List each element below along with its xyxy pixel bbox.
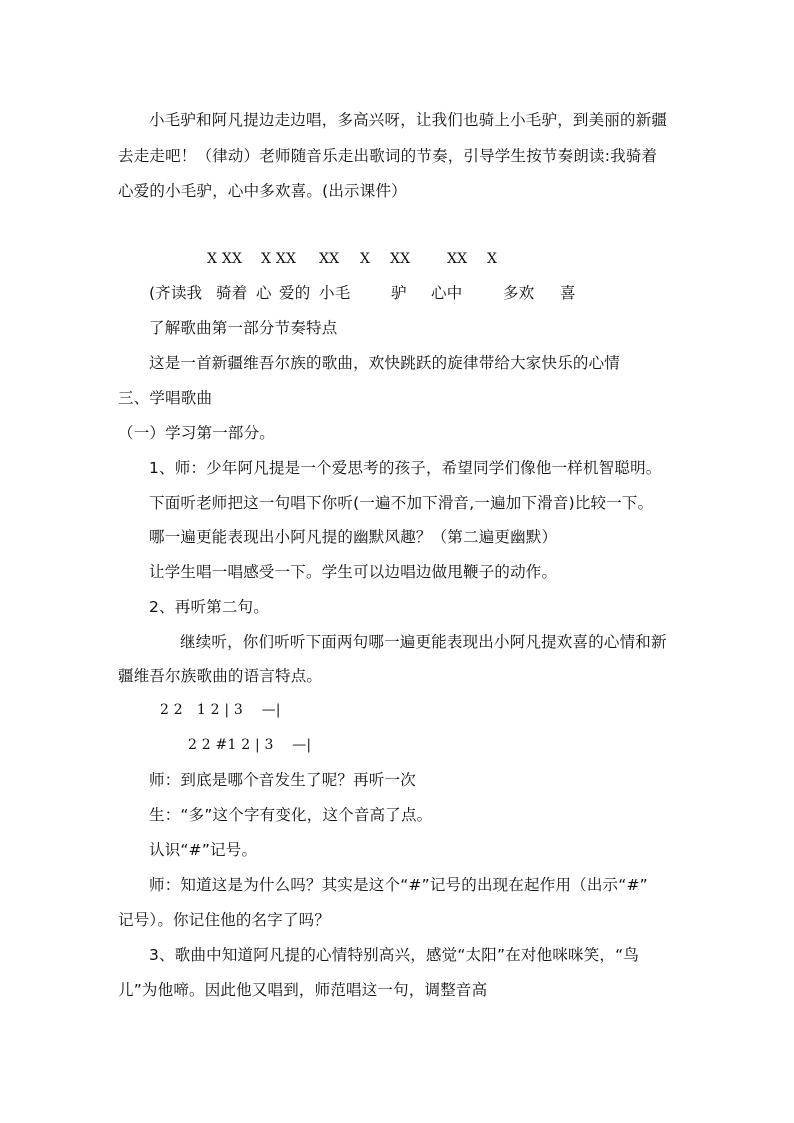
rhythm-cell: X — [487, 251, 498, 267]
lyric-cell: 骑着 — [216, 284, 248, 302]
paragraph-line: 儿”为他啼。因此他又唱到，师范唱这一句，调整音高 — [118, 981, 488, 999]
music-notation-1: 2 2 1 2 | 3 —| — [160, 702, 281, 718]
paragraph-line: 3、歌曲中知道阿凡提的心情特别高兴，感觉“太阳”在对他咪咪笑，“鸟 — [149, 946, 640, 964]
paragraph-line: 这是一首新疆维吾尔族的歌曲，欢快跳跃的旋律带给大家快乐的心情 — [149, 354, 621, 372]
rhythm-cell: X — [360, 251, 371, 267]
paragraph-line: 记号）。你记住他的名字了吗？ — [118, 911, 331, 929]
paragraph-line: 师：到底是哪个音发生了呢？再听一次 — [149, 771, 416, 789]
rhythm-cell: XX — [390, 251, 411, 267]
paragraph-line: 2、再听第二句。 — [149, 598, 269, 616]
lyric-cell: 多欢 — [503, 284, 535, 302]
paragraph-line: 小毛驴和阿凡提边走边唱，多高兴呀，让我们也骑上小毛驴，到美丽的新疆 — [149, 111, 668, 129]
section-heading: 三、学唱歌曲 — [118, 389, 213, 407]
lyric-cell: 小毛 — [319, 284, 351, 302]
lyric-cell: 心中 — [431, 284, 463, 302]
paragraph-line: 心爱的小毛驴，心中多欢喜。(出示课件） — [118, 182, 407, 200]
paragraph-line: 哪一遍更能表现出小阿凡提的幽默风趣？（第二遍更幽默） — [149, 528, 558, 546]
paragraph-line: 让学生唱一唱感受一下。学生可以边唱边做甩鞭子的动作。 — [149, 563, 558, 581]
paragraph-line: 认识“#”记号。 — [149, 841, 258, 859]
lyric-cell: 爱的 — [279, 284, 311, 302]
rhythm-cell: XX — [447, 251, 468, 267]
lyric-cell: 喜 — [560, 284, 576, 302]
paragraph-line: 生：“多”这个字有变化，这个音高了点。 — [149, 806, 433, 824]
music-notation-2: 2 2 #1 2 | 3 —| — [188, 737, 312, 753]
paragraph-line: 下面听老师把这一句唱下你听(一遍不加下滑音,一遍加下滑音)比较一下。 — [149, 494, 654, 512]
rhythm-cell: X XX — [261, 251, 297, 267]
rhythm-cell: X XX — [207, 251, 243, 267]
subsection-heading: （一）学习第一部分。 — [118, 424, 276, 442]
paragraph-line: 师：知道这是为什么吗？其实是这个“#”记号的出现在起作用（出示“#” — [149, 876, 648, 894]
lyric-cell: 驴 — [391, 284, 407, 302]
paragraph-line: 去走走吧！（律动）老师随音乐走出歌词的节奏，引导学生按节奏朗读:我骑着 — [118, 147, 658, 165]
paragraph-line: 继续听，你们听听下面两句哪一遍更能表现出小阿凡提欢喜的心情和新 — [180, 633, 667, 651]
paragraph-line: 1、师：少年阿凡提是一个爱思考的孩子，希望同学们像他一样机智聪明。 — [149, 459, 662, 477]
rhythm-cell: XX — [319, 251, 340, 267]
lyric-cell: (齐读我 — [149, 284, 203, 302]
paragraph-line: 疆维吾尔族歌曲的语言特点。 — [118, 667, 323, 685]
lyric-cell: 心 — [256, 284, 272, 302]
paragraph-line: 了解歌曲第一部分节奏特点 — [149, 319, 338, 337]
